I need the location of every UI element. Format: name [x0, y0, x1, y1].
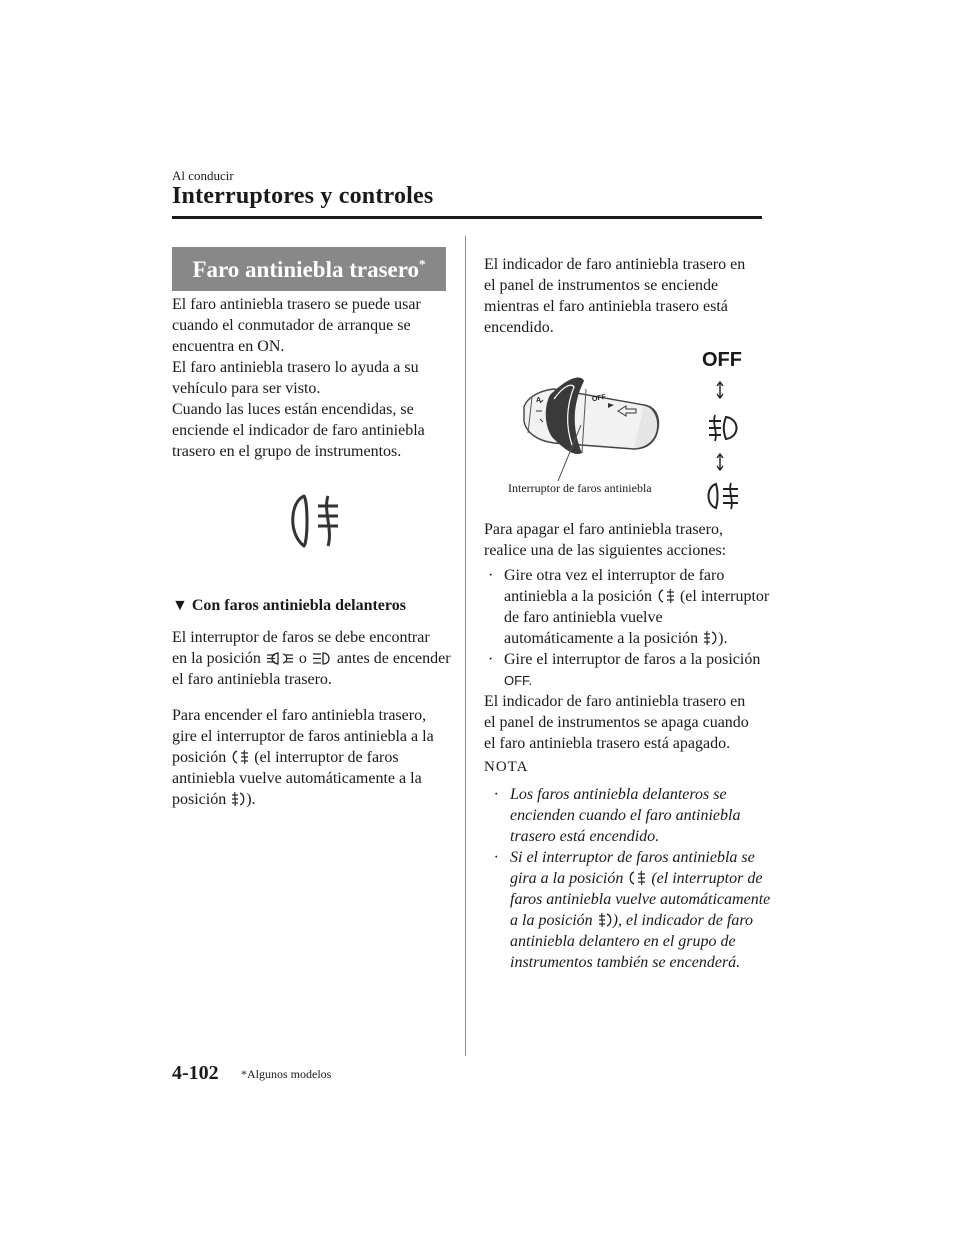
text-line: cuando el conmutador de arranque se [172, 317, 411, 334]
text-line: mientras el faro antiniebla trasero está [484, 298, 728, 315]
text-line: antiniebla vuelve automáticamente a la [172, 770, 422, 787]
text-line: El indicador de faro antiniebla trasero en [484, 693, 746, 710]
text-fragment: ). [246, 791, 256, 808]
action-list [484, 565, 774, 691]
text-fragment: o [298, 650, 307, 667]
right-paragraph-2 [484, 691, 769, 754]
front-fog-icon [598, 912, 612, 928]
text-line [510, 868, 775, 889]
section-label: Al conducir [172, 168, 234, 183]
left-paragraph-2 [172, 705, 452, 810]
text-line: enciende el indicador de faro antiniebla [172, 422, 425, 439]
right-intro [484, 254, 769, 338]
text-line: Gire otra vez el interruptor de faro [504, 567, 725, 584]
text-line: gire el interruptor de faros antiniebla a la [172, 728, 434, 745]
text-fragment: (el interruptor de faros [254, 749, 399, 766]
text-line: vehículo para ser visto. [172, 380, 321, 397]
list-item [490, 847, 775, 973]
text-line: el faro antiniebla trasero está apagado. [484, 735, 731, 752]
switch-auto-label: A [536, 397, 542, 404]
note-list [490, 784, 775, 973]
subheading [172, 597, 406, 615]
rear-fog-symbol-icon [704, 481, 740, 511]
chapter-title: Interruptores y controles [172, 183, 434, 209]
text-line [172, 648, 452, 669]
text-line: antiniebla delantero en el grupo de [510, 933, 736, 950]
front-fog-icon [703, 630, 717, 646]
subheading-text: Con faros antiniebla delanteros [191, 597, 406, 614]
text-fragment: ). [718, 630, 728, 647]
text-fragment: en la posición [172, 650, 261, 667]
bullet-dot: · [494, 849, 498, 866]
text-line [504, 628, 774, 649]
bullet-dot: · [488, 651, 494, 668]
text-line: faros antiniebla vuelve automáticamente [510, 891, 771, 908]
section-banner [172, 247, 446, 291]
text-line [504, 586, 774, 607]
text-line: el panel de instrumentos se apaga cuando [484, 714, 749, 731]
bullet-dot: · [488, 567, 494, 584]
rear-fog-indicator-icon [282, 490, 344, 552]
banner-title: Faro antiniebla trasero [192, 257, 420, 282]
list-item [484, 649, 774, 691]
text-line: realice una de las siguientes acciones: [484, 542, 727, 559]
column-divider [465, 236, 466, 1056]
up-down-arrow-icon [716, 453, 724, 471]
text-fragment: posición [172, 791, 227, 808]
front-fog-and-parking-icon [266, 651, 294, 666]
text-line: OFF. [504, 673, 533, 688]
headlight-icon [312, 651, 332, 666]
footer-note: *Algunos modelos [241, 1067, 332, 1081]
text-fragment: gira a la posición [510, 870, 624, 887]
text-fragment: antes de encender [336, 650, 451, 667]
rear-fog-icon [657, 588, 675, 604]
text-line [172, 789, 452, 810]
text-line: trasero está encendido. [510, 828, 660, 845]
note-label: NOTA [484, 759, 529, 775]
text-line: Cuando las luces están encendidas, se [172, 401, 414, 418]
text-line: trasero en el grupo de instrumentos. [172, 443, 402, 460]
list-item [484, 565, 774, 649]
banner-asterisk: * [419, 256, 426, 272]
text-line: El indicador de faro antiniebla trasero en [484, 256, 746, 273]
header-rule [172, 216, 762, 219]
text-line: El faro antiniebla trasero se puede usar [172, 296, 421, 313]
text-line: Los faros antiniebla delanteros se [510, 786, 727, 803]
front-fog-icon [231, 791, 245, 807]
fog-switch-figure [484, 345, 774, 515]
text-fragment: ), el indicador de faro [612, 912, 753, 929]
page-number: 4-102 [172, 1062, 219, 1084]
text-line: El interruptor de faros se debe encontrar [172, 629, 430, 646]
text-line: el faro antiniebla trasero. [172, 671, 332, 688]
right-paragraph-1 [484, 519, 769, 561]
text-line: instrumentos también se encenderá. [510, 954, 741, 971]
front-fog-symbol-icon [708, 413, 740, 443]
text-fragment: (el interruptor de [651, 870, 763, 887]
figure-caption: Interruptor de faros antiniebla [508, 481, 652, 495]
text-line: de faro antiniebla vuelve [504, 609, 663, 626]
left-paragraph-1 [172, 627, 452, 690]
rear-fog-icon [231, 749, 249, 765]
subheading-marker: ▼ [172, 597, 188, 614]
text-line [510, 910, 775, 931]
bullet-dot: · [494, 786, 498, 803]
text-line: encienden cuando el faro antiniebla [510, 807, 741, 824]
text-fragment: a la posición [510, 912, 593, 929]
list-item [490, 784, 775, 847]
text-line: el panel de instrumentos se enciende [484, 277, 719, 294]
text-fragment: antiniebla a la posición [504, 588, 652, 605]
text-line: Para encender el faro antiniebla trasero, [172, 707, 427, 724]
text-line: Para apagar el faro antiniebla trasero, [484, 521, 723, 538]
text-line: Gire el interruptor de faros a la posición [504, 651, 761, 668]
switch-off-label: OFF [591, 393, 607, 404]
off-label: OFF [702, 349, 742, 371]
text-line: Si el interruptor de faros antiniebla se [510, 849, 755, 866]
text-fragment: (el interruptor [679, 588, 770, 605]
rear-fog-icon [628, 870, 646, 886]
text-line: encuentra en ON. [172, 338, 285, 355]
text-fragment: posición [172, 749, 227, 766]
text-fragment: automáticamente a la posición [504, 630, 699, 647]
up-down-arrow-icon [716, 381, 724, 399]
text-line [172, 747, 452, 768]
text-line: encendido. [484, 319, 554, 336]
text-line: El faro antiniebla trasero lo ayuda a su [172, 359, 419, 376]
left-intro [172, 294, 452, 462]
